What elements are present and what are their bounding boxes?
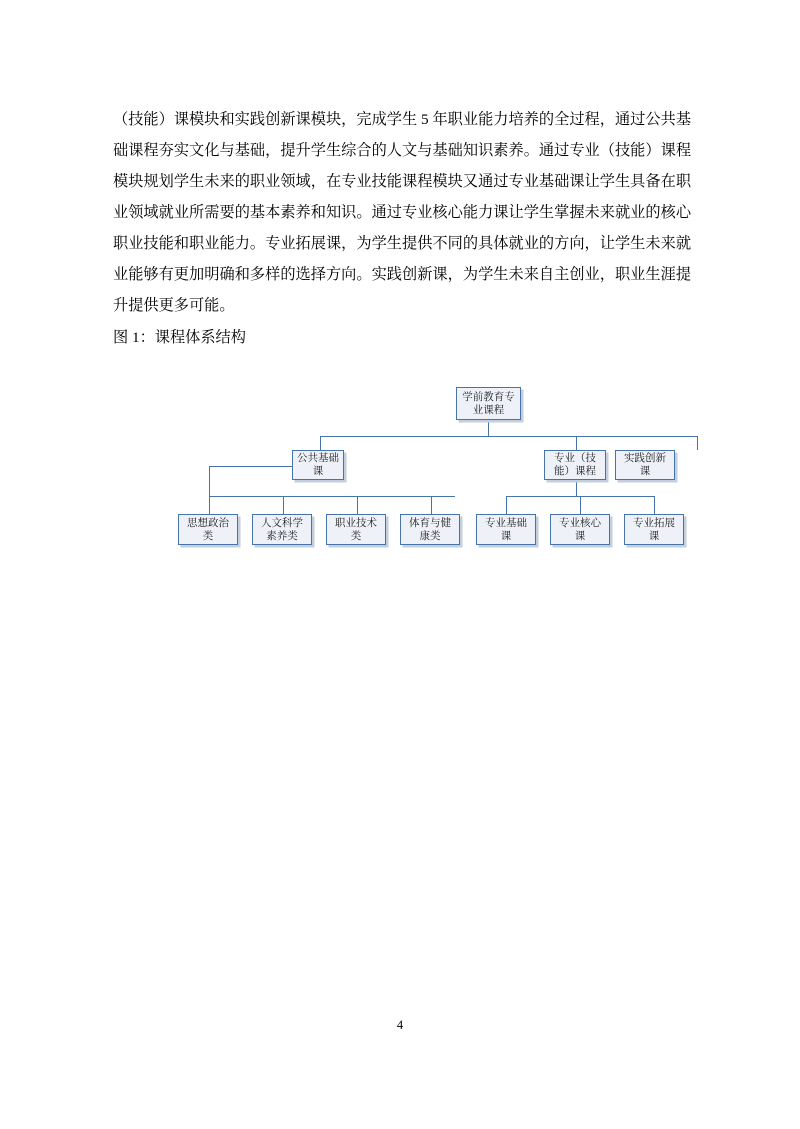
node-practice: [615, 450, 675, 480]
page-number: 4: [396, 1018, 404, 1032]
course-system-diagram: [113, 370, 713, 570]
body-paragraph: （技能）课模块和实践创新课模块，完成学生 5 年职业能力培养的全过程，通过公共基础课程夯实文化与基础，提升学生综合的人文与基础知识素养。通过专业（技能）课程模块规划学生未来的职业领域，在专业技能课程模块又通过专业基础课让学生具备在职业领域就业所需要的基本素养和知识。通过专业核心能力课让学生掌握未来就业的核心职业技能和职业能力。专业拓展课，为学生提供不同的具体就业的方向，让学生未来就业能够有更加明确和多样的选择方向。实践创新课，为学生未来自主创业，职业生涯提升提供更多可能。: [113, 111, 691, 314]
figure-caption: 图 1：课程体系结构: [113, 329, 246, 346]
connector-p1: [506, 496, 507, 514]
node-general-3-label: 职业技术类: [335, 516, 377, 542]
connector-p3: [654, 496, 655, 514]
connector-root-down: [488, 420, 489, 436]
node-root: [456, 387, 521, 420]
connector-prof-down: [576, 480, 577, 496]
connector-g1-drop: [209, 496, 210, 514]
node-professional-1-label: 专业基础课: [485, 516, 527, 542]
node-professional-1: [476, 514, 536, 545]
node-general-4-label: 体育与健康类: [409, 516, 451, 542]
connector-to-practice: [697, 436, 698, 450]
node-general: [292, 450, 344, 480]
connector-g2: [283, 496, 284, 514]
connector-g4: [431, 496, 432, 514]
connector-g-bus: [209, 496, 455, 497]
node-general-1-label: 思想政治类: [187, 516, 229, 542]
node-practice-label: 实践创新课: [624, 452, 666, 477]
connector-root-bus: [320, 436, 697, 437]
node-general-3: [326, 514, 386, 545]
node-general-4: [400, 514, 460, 545]
connector-g3: [357, 496, 358, 514]
node-general-1: [178, 514, 238, 545]
node-root-label: 学前教育专业课程: [462, 390, 515, 416]
node-professional-2: [550, 514, 610, 545]
connector-p2: [580, 496, 581, 514]
connector-to-professional: [576, 436, 577, 450]
node-professional-2-label: 专业核心课: [559, 516, 601, 542]
node-general-2: [252, 514, 312, 545]
node-professional-3: [624, 514, 684, 545]
node-general-2-label: 人文科学素养类: [261, 516, 303, 542]
connector-general-to-spine: [209, 466, 297, 467]
node-professional-3-label: 专业拓展课: [633, 516, 675, 542]
node-professional-label: 专业（技能）课程: [554, 452, 596, 477]
connector-to-general: [320, 436, 321, 450]
node-general-label: 公共基础课: [297, 452, 339, 477]
node-professional: [544, 450, 606, 480]
